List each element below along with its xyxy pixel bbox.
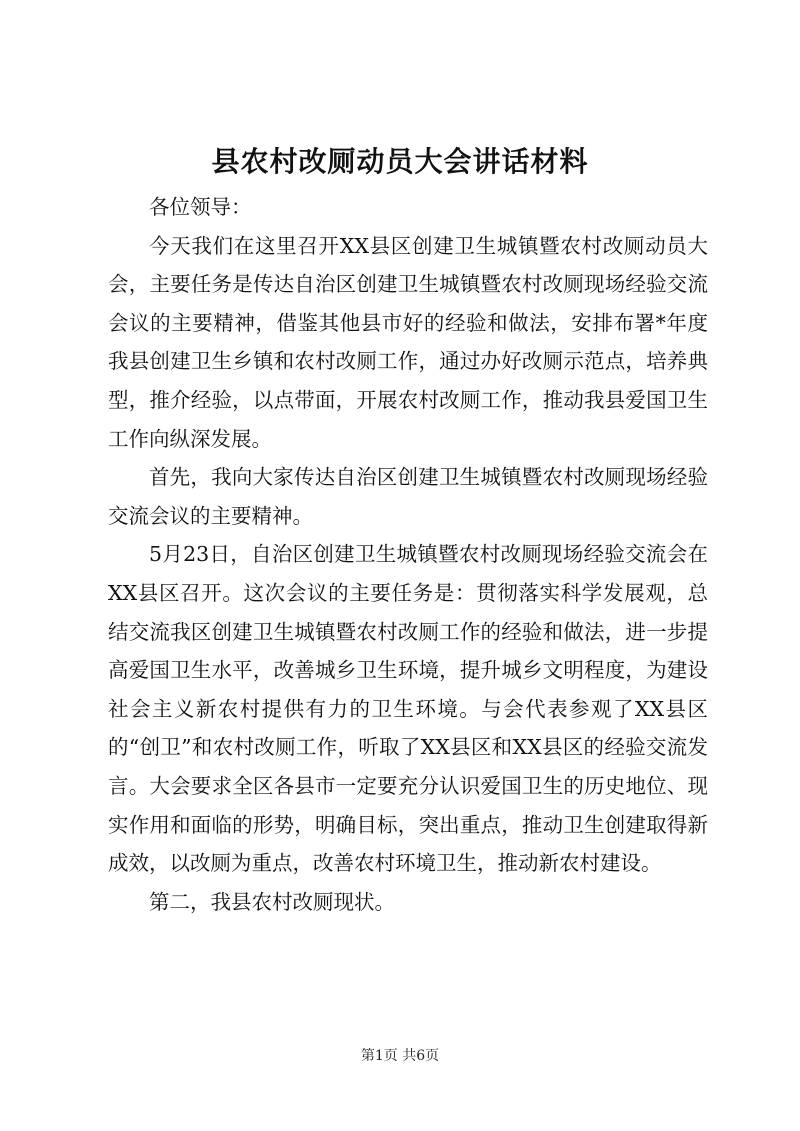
document-body	[108, 188, 708, 921]
paragraph-first-point: 首先，我向大家传达自治区创建卫生城镇暨农村改厕现场经验交流会议的主要精神。	[108, 465, 708, 528]
document-title: 县农村改厕动员大会讲话材料	[211, 145, 589, 178]
paragraph-intro: 今天我们在这里召开XX县区创建卫生城镇暨农村改厕动员大会，主要任务是传达自治区创建卫生城镇暨农村改厕现场经验交流会议的主要精神，借鉴其他县市好的经验和做法，安排布署*年度我县创建卫生乡镇和农村改厕工作，通过办好改厕示范点，培养典型，推介经验，以点带面，开展农村改厕工作，推动我县爱国卫生工作向纵深发展。	[108, 233, 708, 451]
paragraph-meeting-summary: 5月23日，自治区创建卫生城镇暨农村改厕现场经验交流会在XX县区召开。这次会议的主要任务是：贯彻落实科学发展观，总结交流我区创建卫生城镇暨农村改厕工作的经验和做法，进一步提高爱国卫生水平，改善城乡卫生环境，提升城乡文明程度，为建设社会主义新农村提供有力的卫生环境。与会代表参观了XX县区的“创卫”和农村改厕工作，听取了XX县区和XX县区的经验交流发言。大会要求全区各县市一定要充分认识爱国卫生的历史地位、现实作用和面临的形势，明确目标，突出重点，推动卫生创建取得新成效，以改厕为重点，改善农村环境卫生，推动新农村建设。	[108, 542, 708, 876]
page-number-footer: 第1页 共6页	[360, 1048, 440, 1064]
paragraph-salutation: 各位领导：	[149, 195, 252, 219]
paragraph-second-point: 第二，我县农村改厕现状。	[149, 889, 395, 914]
